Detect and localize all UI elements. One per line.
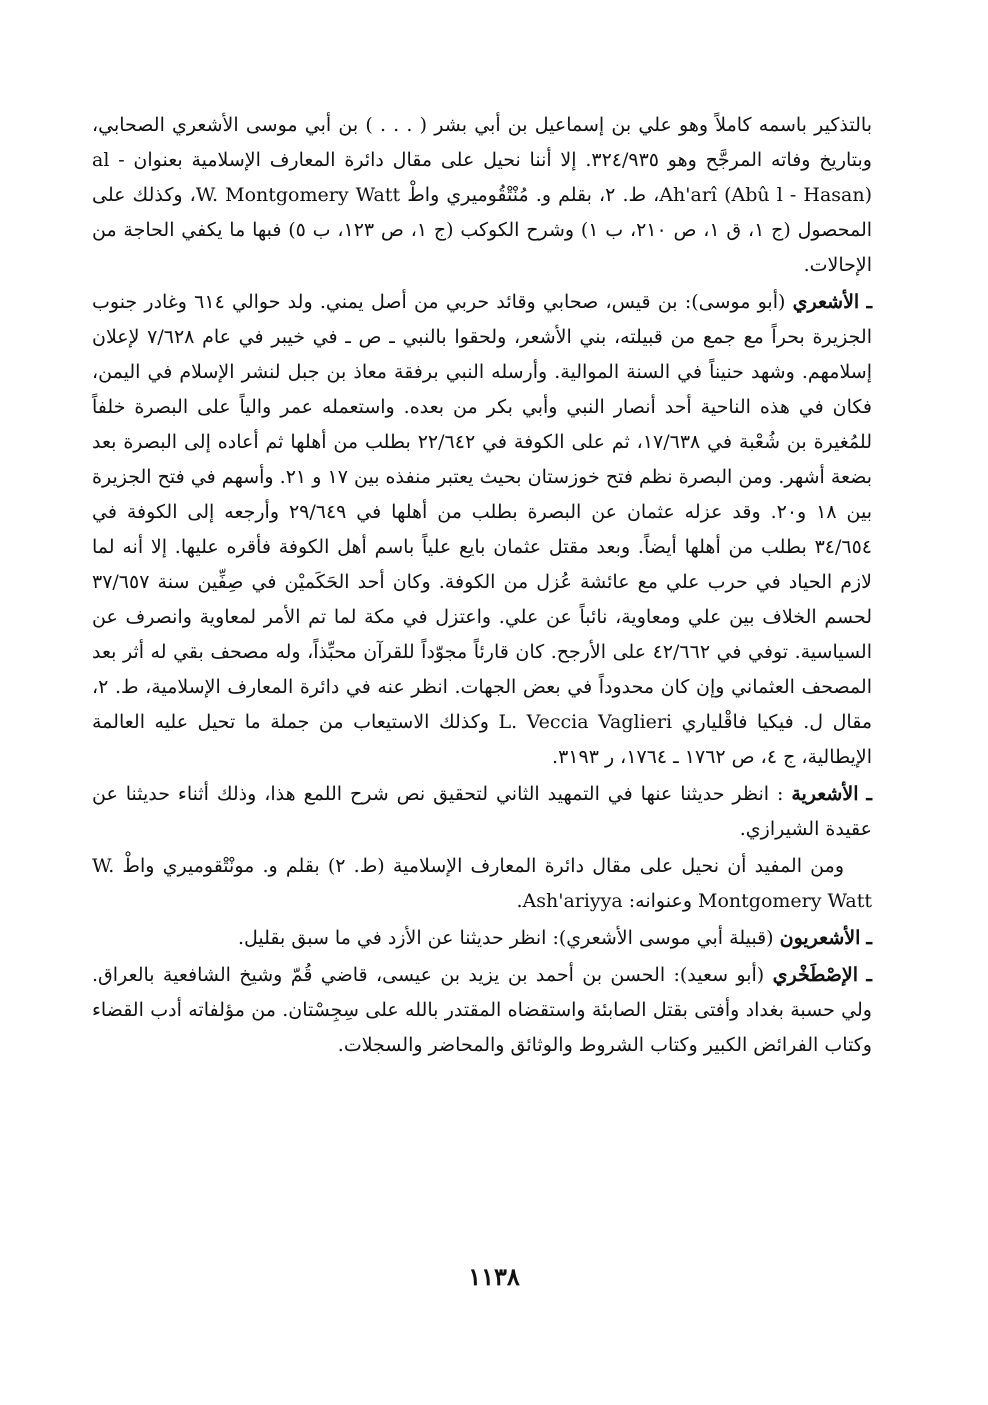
entry-heading: الأشعريون [779, 927, 861, 949]
entry-text: (قبيلة أبي موسى الأشعري): انظر حديثنا عن الأزد في ما سبق بقليل. [237, 927, 774, 949]
entry-dash: ـ [866, 927, 872, 949]
entry-istakhri [92, 958, 872, 1063]
page-number: ١١٣٨ [468, 1262, 520, 1291]
entry-ashariyya [92, 777, 872, 847]
entry-heading: الأشعرية [791, 783, 859, 805]
entry-ashariyyun [92, 921, 872, 956]
entry-text: (أبو سعيد): الحسن بن أحمد بن يزيد بن عيسى، قاضي قُمّ وشيخ الشافعية بالعراق. ولي حسبة بغداد وأفتى بقتل الصابئة واستقضاه المقتدر بالله على سِجِسْتان. من مؤلفاته أدب القضاء وكتاب الفرائض الكبير وكتاب الشروط والوثائق والمحاضر والسجلات. [92, 964, 872, 1056]
entry-text: (أبو موسى): بن قيس، صحابي وقائد حربي من أصل يمني. ولد حوالي ٦١٤ وغادر جنوب الجزيرة بحراً مع جمع من قبيلته، بني الأشعر، ولحقوا بالنبي ـ ص ـ في خيبر في عام ٧/٦٢٨ لإعلان إسلامهم. وشهد حنيناً في السنة الموالية. وأرسله النبي برفقة معاذ بن جبل لنشر الإسلام في اليمن، فكان في هذه الناحية أحد أنصار النبي وأبي بكر من بعده. واستعمله عمر والياً على البصرة خلفاً للمُغيرة بن شُعْبة في ١٧/٦٣٨، ثم على الكوفة في ٢٢/٦٤٢ بطلب من أهلها ثم أعاده إلى البصرة بعد بضعة أشهر. ومن البصرة نظم فتح خوزستان بحيث يعتبر منفذه بين ١٧ و ٢١. وأسهم في فتح الجزيرة بين ١٨ و٢٠. وقد عزله عثمان عن البصرة بطلب من أهلها في ٢٩/٦٤٩ وأرجعه إلى الكوفة في ٣٤/٦٥٤ بطلب من أهلها أيضاً. وبعد مقتل عثمان بايع علياً باسم أهل الكوفة فأقره عليها. إلا أنه لما لازم الحياد في حرب علي مع عائشة عُزل من الكوفة. وكان أحد الحَكَميْن في صِفِّين سنة ٣٧/٦٥٧ لحسم الخلاف بين علي ومعاوية، نائباً عن علي. واعتزل في مكة لما تم الأمر لمعاوية وانصرف عن السياسية. توفي في ٤٢/٦٦٢ على الأرجح. كان قارئاً مجوّداً للقرآن محبِّذاً، وله مصحف بقي له أثر بعد المصحف العثماني وإن كان محدوداً في بعض الجهات. انظر عنه في دائرة المعارف الإسلامية، ط. ٢، مقال ل. فيكيا فاقْلياري L. Veccia Vaglieri وكذلك الاستيعاب من جملة ما تحيل عليه العالمة الإيطالية، ج ٤، ص ١٧٦٢ ـ ١٧٦٤، ر ٣١٩٣. [92, 291, 873, 768]
paragraph-text: ومن المفيد أن نحيل على مقال دائرة المعارف الإسلامية (ط. ٢) بقلم و. مونْتْقوميري واطْ W. Montgomery Watt وعنوانه: Ash'ariyya. [92, 855, 872, 912]
entry-dash: ـ [866, 783, 872, 805]
entry-dash: ـ [866, 964, 872, 986]
paragraph-ashariyya-note [92, 849, 872, 919]
paragraph-intro [92, 108, 872, 283]
entry-heading: الأشعري [792, 291, 860, 313]
entry-heading: الإصْطَخْري [772, 964, 859, 986]
entry-text: : انظر حديثنا عنها في التمهيد الثاني لتحقيق نص شرح اللمع هذا، وذلك أثناء حديثنا عن عقيدة الشيرازي. [92, 783, 872, 840]
entry-ashari-abu-musa [92, 285, 872, 775]
paragraph-text: بالتذكير باسمه كاملاً وهو علي بن إسماعيل بن أبي بشر ( . . . ) بن أبي موسى الأشعري الصحابي، وبتاريخ وفاته المرجَّح وهو ٣٢٤/٩٣٥. إلا أننا نحيل على مقال دائرة المعارف الإسلامية بعنوان al - Ah'arî (Abû l - Hasan)، ط. ٢، بقلم و. مُنْتْقُوميري واطْ W. Montgomery Watt، وكذلك على المحصول (ج ١، ق ١، ص ٢١٠، ب ١) وشرح الكوكب (ج ١، ص ١٢٣، ب ٥) فبها ما يكفي الحاجة من الإحالات. [92, 114, 873, 276]
page-body [92, 108, 872, 1063]
entry-dash: ـ [866, 291, 873, 313]
